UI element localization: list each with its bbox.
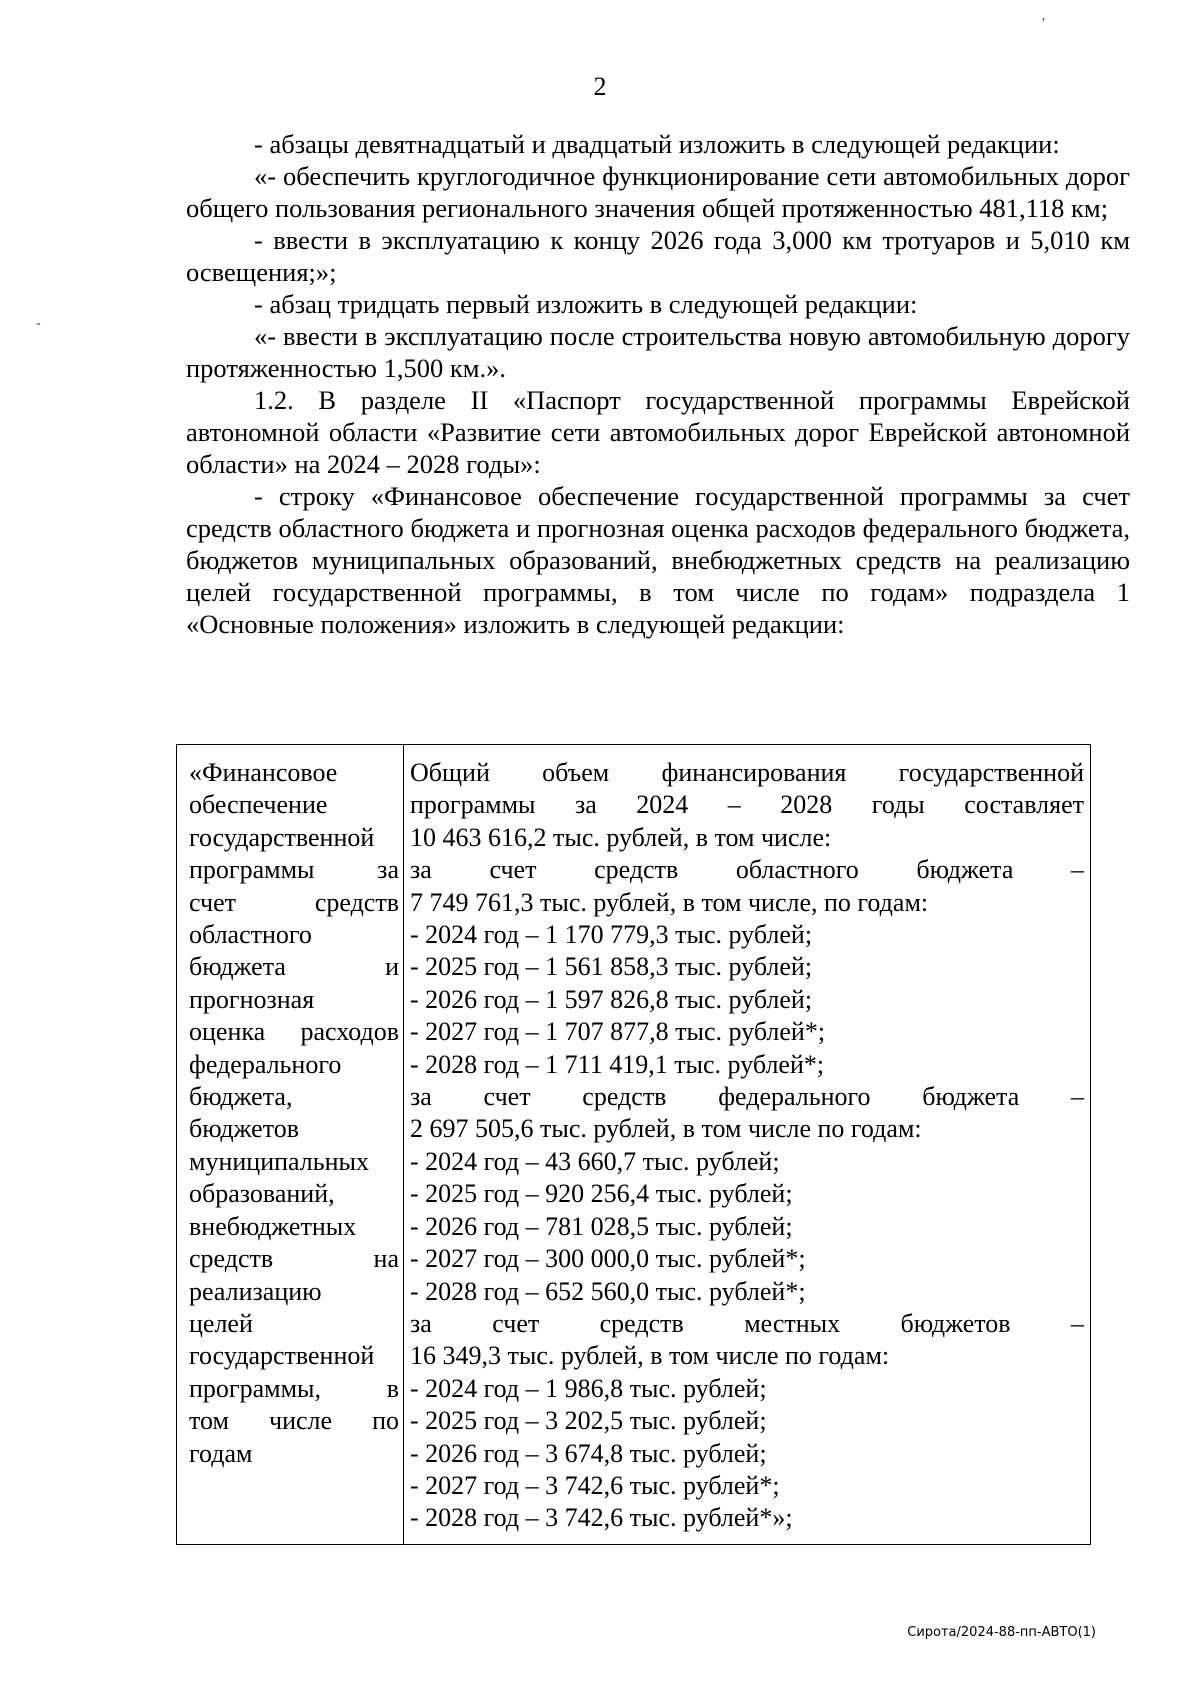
table-line: целей xyxy=(189,1308,253,1338)
table-line: Общий объем финансирования государственной xyxy=(410,758,1084,787)
table-line: - 2025 год – 1 561 858,3 тыс. рублей; xyxy=(410,952,813,982)
table-cell-left xyxy=(177,745,404,1545)
table-line: 2 697 505,6 тыс. рублей, в том числе по годам: xyxy=(410,1114,922,1144)
body-text xyxy=(186,128,1130,640)
table-line: - 2027 год – 3 742,6 тыс. рублей*; xyxy=(410,1470,780,1500)
table-line: «Финансовое xyxy=(189,758,338,787)
table-line: годам xyxy=(189,1438,253,1468)
table-line: реализацию xyxy=(189,1276,322,1306)
table-line: - 2028 год – 652 560,0 тыс. рублей*; xyxy=(410,1276,806,1306)
table-line: за счет средств областного бюджета – xyxy=(410,855,1084,885)
table-line: том числе по xyxy=(189,1406,399,1436)
table-line: - 2025 год – 920 256,4 тыс. рублей; xyxy=(410,1179,793,1209)
financing-table xyxy=(176,744,1091,1545)
table-line: 10 463 616,2 тыс. рублей, в том числе: xyxy=(410,822,832,852)
table-line: муниципальных xyxy=(189,1146,370,1176)
table-line: - 2024 год – 1 986,8 тыс. рублей; xyxy=(410,1373,767,1403)
paragraph: - абзацы девятнадцатый и двадцатый изложить в следующей редакции: xyxy=(254,129,1060,159)
table-line: бюджетов xyxy=(189,1114,300,1144)
table-line: счет средств xyxy=(189,887,399,917)
paragraph: - ввести в эксплуатацию к концу 2026 года 3,000 км тротуаров и 5,010 км освещения;»; xyxy=(186,225,1130,287)
paragraph: «- обеспечить круглогодичное функционирование сети автомобильных дорог общего пользования регионального значения общей протяженностью 481,118 км; xyxy=(186,161,1130,223)
table-line: - 2028 год – 1 711 419,1 тыс. рублей*; xyxy=(410,1049,825,1079)
table-line: государственной xyxy=(189,822,375,852)
table-line: - 2026 год – 781 028,5 тыс. рублей; xyxy=(410,1211,793,1241)
table-line: - 2024 год – 1 170 779,3 тыс. рублей; xyxy=(410,920,813,950)
table-line: - 2026 год – 3 674,8 тыс. рублей; xyxy=(410,1438,767,1468)
table-line: за счет средств федерального бюджета – xyxy=(410,1082,1084,1112)
table-line: прогнозная xyxy=(189,984,315,1014)
paragraph: 1.2. В разделе II «Паспорт государственной программы Еврейской автономной области «Развитие сети автомобильных дорог Еврейской автономной области» на 2024 – 2028 годы»: xyxy=(186,385,1130,479)
table-line: государственной xyxy=(189,1341,375,1371)
table-line: программы, в xyxy=(189,1373,399,1403)
table-line: программы за 2024 – 2028 годы составляет xyxy=(410,790,1084,820)
table-line: обеспечение xyxy=(189,790,328,820)
table-line: бюджета, xyxy=(189,1082,293,1112)
right-cell-text xyxy=(404,757,1090,1535)
document-reference: Сирота/2024-88-пп-АВТО(1) xyxy=(907,1625,1096,1640)
table-row xyxy=(177,745,1091,1545)
left-cell-text xyxy=(177,757,403,1470)
table-line: оценка расходов xyxy=(189,1017,399,1047)
table-line: бюджета и xyxy=(189,952,399,982)
table-line: федерального xyxy=(189,1049,342,1079)
paragraph: - абзац тридцать первый изложить в следующей редакции: xyxy=(254,289,918,319)
table-line: за счет средств местных бюджетов – xyxy=(410,1308,1084,1338)
table-line: - 2026 год – 1 597 826,8 тыс. рублей; xyxy=(410,984,813,1014)
paragraph: «- ввести в эксплуатацию после строительства новую автомобильную дорогу протяженностью 1,500 км.». xyxy=(186,321,1130,383)
table-line: областного xyxy=(189,920,312,950)
page-number: 2 xyxy=(593,72,607,101)
table-line: - 2028 год – 3 742,6 тыс. рублей*»; xyxy=(410,1503,793,1533)
table-line: программы за xyxy=(189,855,399,885)
scan-speck: - xyxy=(36,316,41,331)
paragraph: - строку «Финансовое обеспечение государственной программы за счет средств областного бюджета и прогнозная оценка расходов федерального бюджета, бюджетов муниципальных образований, внебюджетных средств на реализацию целей государственной программы, в том числе по годам» подраздела 1 «Основные положения» изложить в следующей редакции: xyxy=(186,481,1130,639)
table-line: - 2024 год – 43 660,7 тыс. рублей; xyxy=(410,1146,780,1176)
table-line: - 2025 год – 3 202,5 тыс. рублей; xyxy=(410,1406,767,1436)
table-line: средств на xyxy=(189,1244,399,1274)
table-line: - 2027 год – 1 707 877,8 тыс. рублей*; xyxy=(410,1017,826,1047)
scan-speck: ʼ xyxy=(1041,16,1046,31)
table-line: 7 749 761,3 тыс. рублей, в том числе, по годам: xyxy=(410,887,929,917)
table-line: образований, xyxy=(189,1179,335,1209)
table-line: 16 349,3 тыс. рублей, в том числе по годам: xyxy=(410,1341,890,1371)
table-line: - 2027 год – 300 000,0 тыс. рублей*; xyxy=(410,1244,806,1274)
table-cell-right xyxy=(404,745,1091,1545)
table-line: внебюджетных xyxy=(189,1211,357,1241)
